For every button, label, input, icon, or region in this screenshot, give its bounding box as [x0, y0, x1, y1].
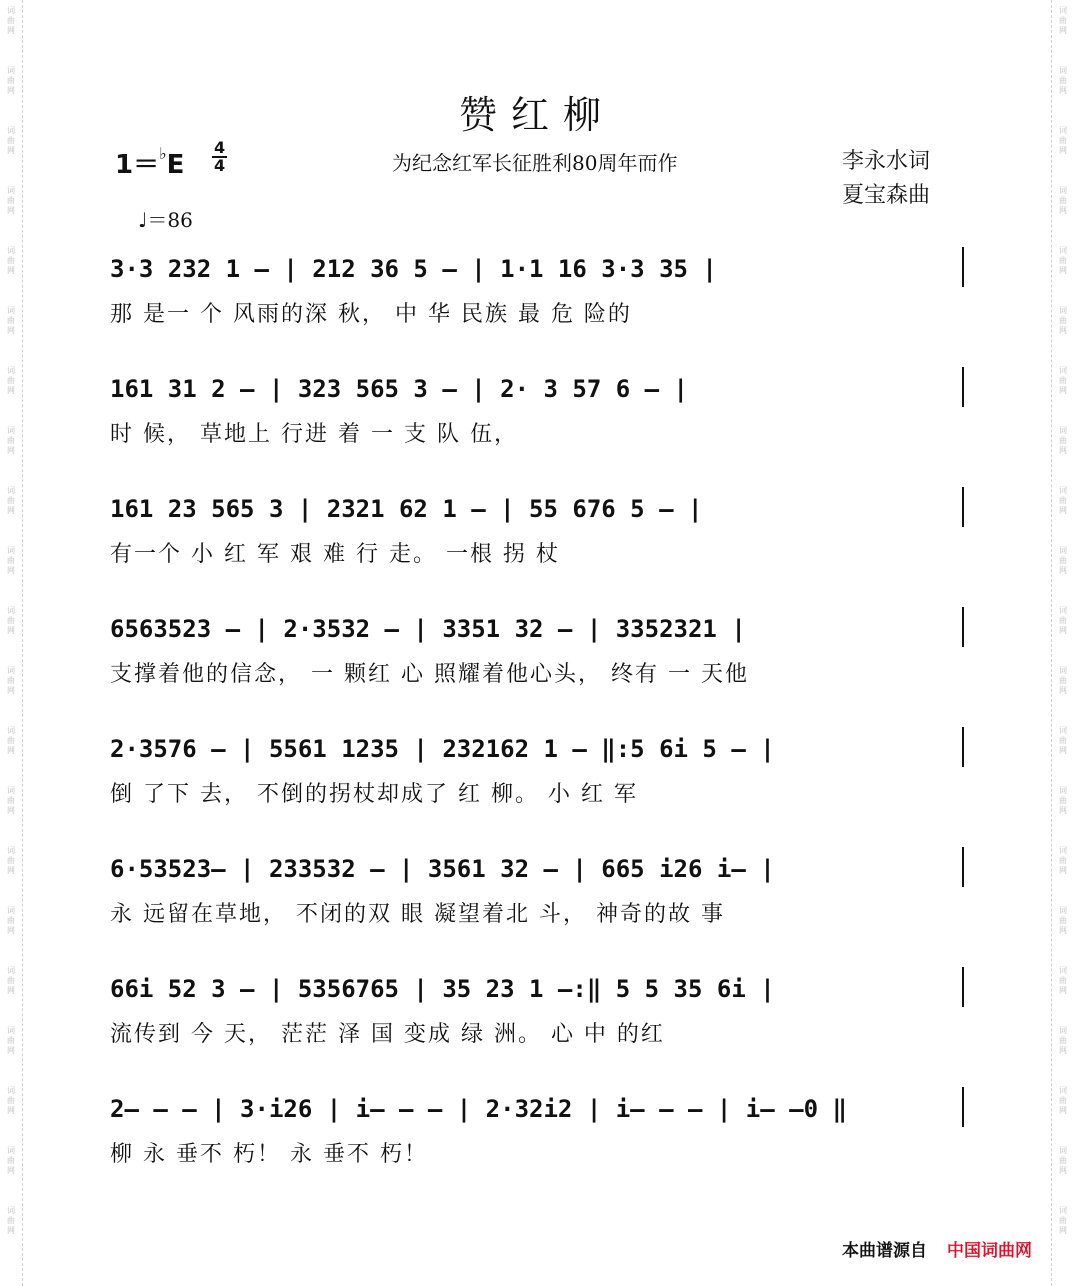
score-row — [110, 255, 972, 335]
watermark-text: 词 曲 网 — [7, 846, 15, 875]
barline — [962, 487, 964, 527]
watermark-text: 词 曲 网 — [1059, 786, 1067, 815]
score-row — [110, 855, 972, 935]
key-signature — [115, 144, 184, 181]
watermark-text: 词 曲 网 — [1059, 306, 1067, 335]
watermark-text: 词 曲 网 — [7, 6, 15, 35]
score-row — [110, 1095, 972, 1175]
watermark-text: 词 曲 网 — [1059, 1206, 1067, 1235]
watermark-text: 词 曲 网 — [1059, 666, 1067, 695]
watermark-text: 词 曲 网 — [1059, 426, 1067, 455]
lyricist-credit: 李永水词 — [842, 149, 931, 174]
watermark-text: 词 曲 网 — [1059, 846, 1067, 875]
score-row — [110, 495, 972, 575]
score-row — [110, 375, 972, 455]
watermark-text: 词 曲 网 — [1059, 1146, 1067, 1175]
notation-line: 2– – – | 3·i26 | i– – – | 2·32i2 | i– – – | i– –0 ‖ — [110, 1095, 847, 1123]
barline — [962, 847, 964, 887]
key-prefix: 1＝ — [115, 150, 160, 180]
watermark-text: 词 曲 网 — [1059, 1026, 1067, 1055]
watermark-text: 词 曲 网 — [1059, 6, 1067, 35]
source-credit — [842, 1236, 1032, 1261]
notation-line: 6·53523– | 233532 – | 3561 32 – | 665 i26 i– | — [110, 855, 775, 883]
composer-credit: 夏宝森曲 — [842, 183, 931, 208]
source-site-link[interactable]: 中国词曲网 — [947, 1241, 1032, 1261]
watermark-text: 词 曲 网 — [1059, 546, 1067, 575]
watermark-text: 词 曲 网 — [7, 126, 15, 155]
right-margin-watermark-strip — [1051, 0, 1074, 1286]
time-signature-bottom: 4 — [214, 156, 226, 175]
watermark-text: 词 曲 网 — [7, 246, 15, 275]
lyric-line: 永 远留在草地， 不闭的双 眼 凝望着北 斗， 神奇的故 事 — [110, 902, 725, 927]
notation-line: 161 23 565 3 | 2321 62 1 – | 55 676 5 – | — [110, 495, 703, 523]
watermark-text: 词 曲 网 — [1059, 906, 1067, 935]
score-row — [110, 735, 972, 815]
score-row — [110, 975, 972, 1055]
notation-line: 66i 52 3 – | 5356765 | 35 23 1 –:‖ 5 5 35 6i | — [110, 975, 775, 1003]
watermark-text: 词 曲 网 — [7, 906, 15, 935]
watermark-text: 词 曲 网 — [1059, 966, 1067, 995]
notation-line: 3·3 232 1 – | 212 36 5 – | 1·1 16 3·3 35 | — [110, 255, 717, 283]
watermark-text: 词 曲 网 — [7, 786, 15, 815]
song-title: 赞红柳 — [458, 93, 615, 137]
watermark-text: 词 曲 网 — [1059, 126, 1067, 155]
watermark-text: 词 曲 网 — [7, 1086, 15, 1115]
watermark-text: 词 曲 网 — [7, 966, 15, 995]
watermark-text: 词 曲 网 — [7, 426, 15, 455]
watermark-text: 词 曲 网 — [7, 546, 15, 575]
watermark-text: 词 曲 网 — [7, 366, 15, 395]
watermark-text: 词 曲 网 — [1059, 486, 1067, 515]
watermark-text: 词 曲 网 — [1059, 246, 1067, 275]
watermark-text: 词 曲 网 — [7, 1026, 15, 1055]
barline — [962, 967, 964, 1007]
watermark-text: 词 曲 网 — [1059, 726, 1067, 755]
watermark-text: 词 曲 网 — [7, 306, 15, 335]
key-letter: E — [166, 150, 185, 180]
lyric-line: 流传到 今 天， 茫茫 泽 国 变成 绿 洲。 心 中 的红 — [110, 1022, 665, 1047]
time-signature — [212, 140, 227, 174]
watermark-text: 词 曲 网 — [7, 186, 15, 215]
barline — [962, 727, 964, 767]
score-row — [110, 615, 972, 695]
watermark-text: 词 曲 网 — [7, 66, 15, 95]
watermark-text: 词 曲 网 — [1059, 66, 1067, 95]
barline — [962, 607, 964, 647]
notation-line: 161 31 2 – | 323 565 3 – | 2· 3 57 6 – | — [110, 375, 688, 403]
watermark-text: 词 曲 网 — [7, 1206, 15, 1235]
time-signature-top: 4 — [214, 138, 226, 157]
lyric-line: 那 是一 个 风雨的深 秋， 中 华 民族 最 危 险的 — [110, 302, 632, 327]
watermark-text: 词 曲 网 — [1059, 1086, 1067, 1115]
tempo-marking: ♩＝86 — [138, 208, 193, 232]
barline — [962, 1087, 964, 1127]
source-label: 本曲谱源自 — [842, 1241, 927, 1261]
watermark-text: 词 曲 网 — [1059, 606, 1067, 635]
watermark-text: 词 曲 网 — [7, 1146, 15, 1175]
watermark-text: 词 曲 网 — [7, 486, 15, 515]
watermark-text: 词 曲 网 — [1059, 186, 1067, 215]
lyric-line: 时 候， 草地上 行进 着 一 支 队 伍， — [110, 422, 518, 447]
barline — [962, 367, 964, 407]
lyric-line: 支撑着他的信念， 一 颗红 心 照耀着他心头， 终有 一 天他 — [110, 662, 749, 687]
subtitle: 为纪念红军长征胜利80周年而作 — [392, 151, 678, 175]
notation-line: 6563523 – | 2·3532 – | 3351 32 – | 3352321 | — [110, 615, 746, 643]
watermark-text: 词 曲 网 — [7, 666, 15, 695]
watermark-text: 词 曲 网 — [7, 606, 15, 635]
left-margin-watermark-strip — [0, 0, 23, 1286]
flat-sign: ♭ — [159, 144, 167, 163]
lyric-line: 有一个 小 红 军 艰 难 行 走。 一根 拐 杖 — [110, 542, 560, 567]
lyric-line: 柳 永 垂不 朽！ 永 垂不 朽！ — [110, 1142, 428, 1167]
watermark-text: 词 曲 网 — [1059, 366, 1067, 395]
barline — [962, 247, 964, 287]
lyric-line: 倒 了下 去， 不倒的拐杖却成了 红 柳。 小 红 军 — [110, 782, 638, 807]
watermark-text: 词 曲 网 — [7, 726, 15, 755]
notation-line: 2·3576 – | 5561 1235 | 232162 1 – ‖:5 6i 5 – | — [110, 735, 775, 763]
